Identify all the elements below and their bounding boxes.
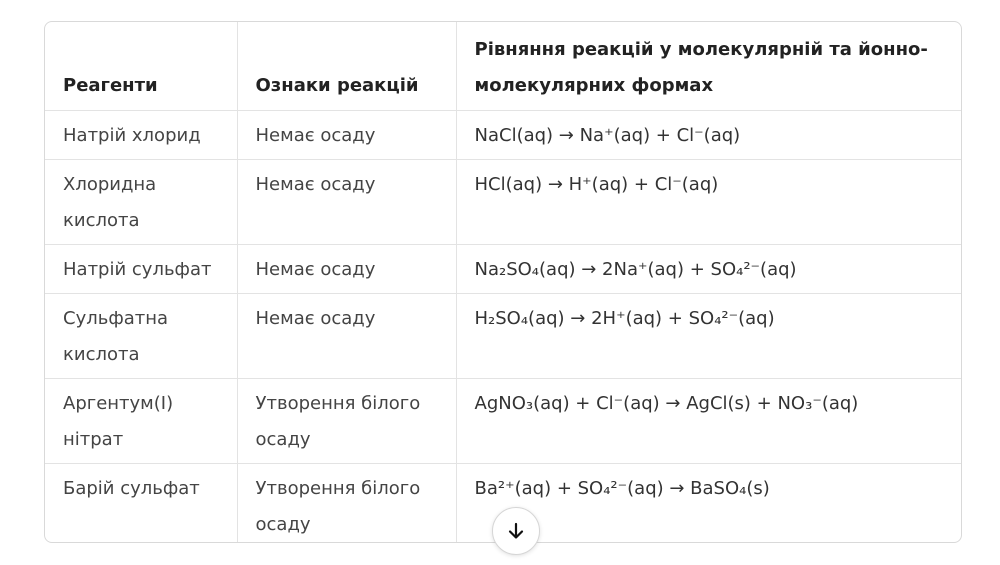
sign-cell: Утворення білого осаду bbox=[237, 464, 456, 544]
header-signs: Ознаки реакцій bbox=[237, 22, 456, 111]
arrow-down-icon bbox=[506, 521, 526, 541]
table-header-row bbox=[45, 22, 961, 111]
reagent-cell: Натрій хлорид bbox=[45, 111, 237, 160]
table-row bbox=[45, 379, 961, 464]
reagent-cell: Натрій сульфат bbox=[45, 245, 237, 294]
table-row bbox=[45, 111, 961, 160]
reactions-table-container bbox=[44, 21, 962, 543]
sign-cell: Немає осаду bbox=[237, 111, 456, 160]
sign-cell: Утворення білого осаду bbox=[237, 379, 456, 464]
table-row bbox=[45, 294, 961, 379]
equation-cell: NaCl(aq) → Na⁺(aq) + Cl⁻(aq) bbox=[456, 111, 961, 160]
sign-cell: Немає осаду bbox=[237, 294, 456, 379]
table-row bbox=[45, 160, 961, 245]
reagent-cell: Сульфатна кислота bbox=[45, 294, 237, 379]
reagent-cell: Барій сульфат bbox=[45, 464, 237, 544]
equation-cell: Na₂SO₄(aq) → 2Na⁺(aq) + SO₄²⁻(aq) bbox=[456, 245, 961, 294]
scroll-down-button[interactable] bbox=[492, 507, 540, 555]
header-reagents: Реагенти bbox=[45, 22, 237, 111]
header-equations: Рівняння реакцій у молекулярній та йонно-молекулярних формах bbox=[456, 22, 961, 111]
equation-cell: Ba²⁺(aq) + SO₄²⁻(aq) → BaSO₄(s) bbox=[474, 478, 770, 499]
sign-cell: Немає осаду bbox=[237, 160, 456, 245]
reagent-cell: Аргентум(I) нітрат bbox=[45, 379, 237, 464]
reactions-table bbox=[45, 22, 961, 543]
equation-cell: AgNO₃(aq) + Cl⁻(aq) → AgCl(s) + NO₃⁻(aq) bbox=[456, 379, 961, 464]
reagent-cell: Хлоридна кислота bbox=[45, 160, 237, 245]
equation-cell: H₂SO₄(aq) → 2H⁺(aq) + SO₄²⁻(aq) bbox=[456, 294, 961, 379]
equation-cell: HCl(aq) → H⁺(aq) + Cl⁻(aq) bbox=[456, 160, 961, 245]
sign-cell: Немає осаду bbox=[237, 245, 456, 294]
table-row bbox=[45, 245, 961, 294]
